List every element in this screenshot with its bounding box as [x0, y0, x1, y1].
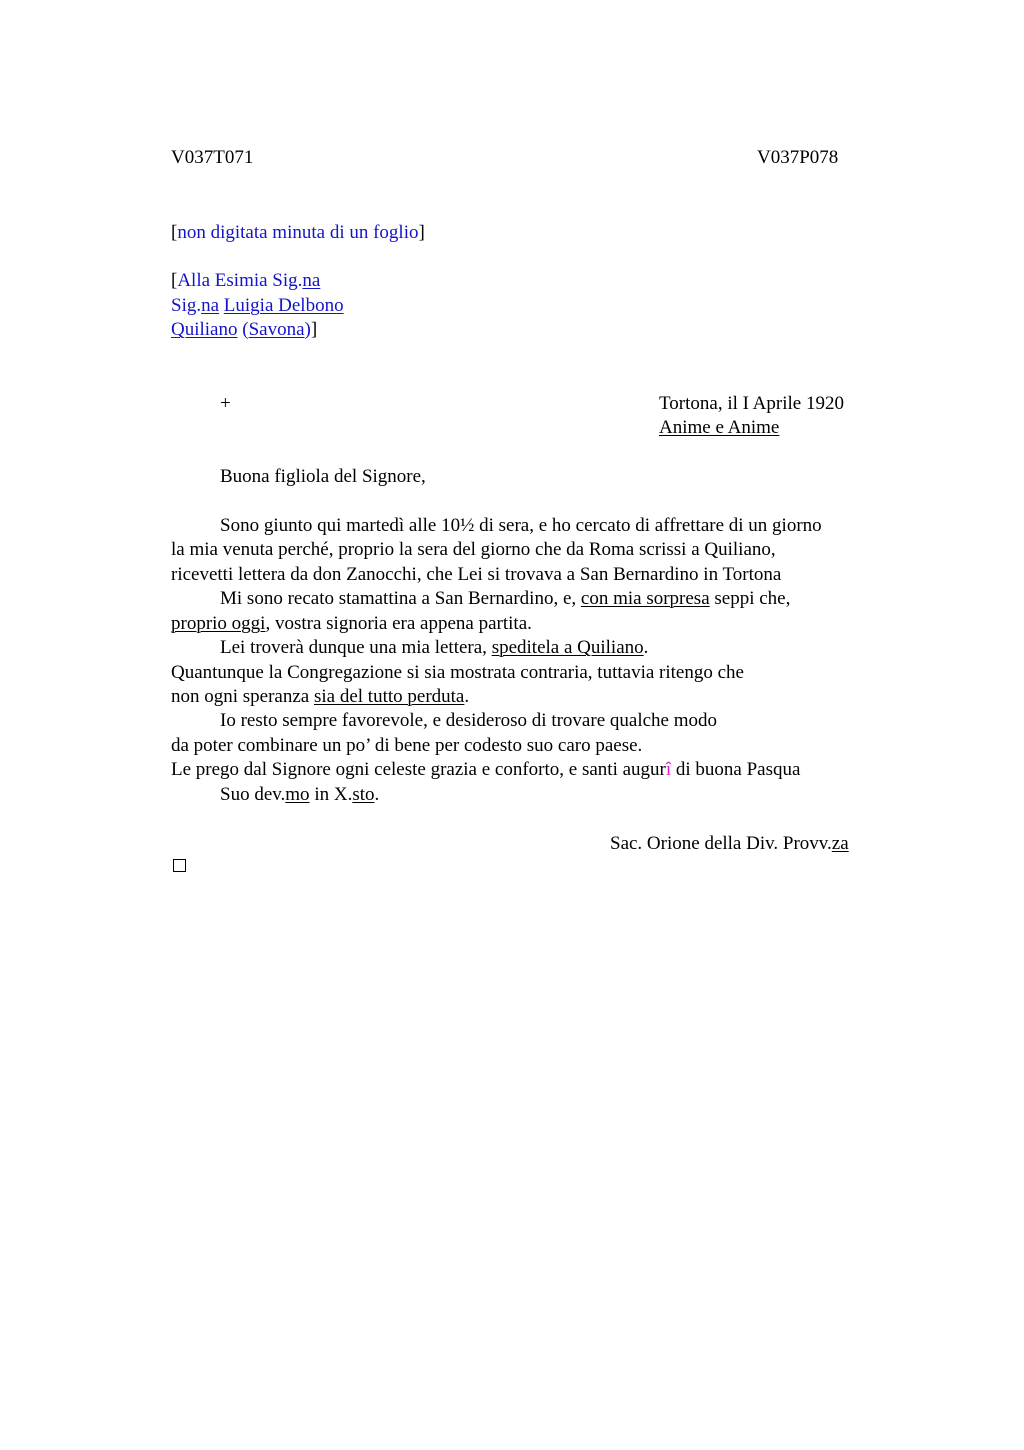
address-paren-open: ( [237, 319, 249, 340]
underlined-phrase: con mia sorpresa [580, 588, 710, 609]
body-text: non ogni speranza [171, 686, 314, 707]
archive-code-right: V037P078 [757, 147, 839, 168]
address-line-2 [171, 294, 344, 318]
address-abbrev: na [302, 270, 321, 291]
body-text: Mi sono recato stamattina a San Bernardino, e, [220, 588, 581, 609]
signature-text: Sac. Orione della Div. Provv. [610, 833, 832, 854]
corrected-character: î [665, 759, 672, 780]
underlined-phrase: sia del tutto perduta [313, 686, 465, 707]
note-bracket-close: ] [418, 222, 425, 243]
address-town: Quiliano [171, 319, 238, 340]
body-text: . [374, 784, 380, 805]
address-salutation: Alla Esimia Sig. [177, 270, 303, 291]
signature-abbrev: za [831, 833, 849, 854]
greeting: Buona figliola del Signore, [220, 466, 426, 487]
body-line: ricevetti lettera da don Zanocchi, che Lei si trovava a San Bernardino in Tortona [171, 564, 782, 585]
body-line [220, 636, 648, 660]
body-text: . [643, 637, 649, 658]
signature [610, 832, 849, 856]
body-line: Sono giunto qui martedì alle 10½ di sera, e ho cercato di affrettare di un giorno [220, 515, 822, 536]
closing-formula [220, 783, 379, 807]
address-bracket-open: [ [171, 270, 178, 291]
square-glyph [173, 859, 186, 872]
letter-motto: Anime e Anime [659, 417, 780, 438]
body-text: Lei troverà dunque una mia lettera, [220, 637, 492, 658]
underlined-phrase: proprio oggi [171, 613, 266, 634]
body-text: seppi che, [709, 588, 791, 609]
editorial-note [171, 221, 425, 245]
body-line [220, 587, 790, 611]
body-text: . [464, 686, 470, 707]
body-line [171, 685, 469, 709]
body-text: Suo dev. [220, 784, 286, 805]
underlined-phrase: speditela a Quiliano [491, 637, 644, 658]
body-text: di buona Pasqua [671, 759, 801, 780]
cross-mark: + [220, 393, 231, 414]
address-paren-close: ) [304, 319, 311, 340]
body-line: la mia venuta perché, proprio la sera del giorno che da Roma scrissi a Quiliano, [171, 539, 776, 560]
note-text: non digitata minuta di un foglio [177, 222, 419, 243]
body-line: Io resto sempre favorevole, e desideroso di trovare qualche modo [220, 710, 717, 731]
address-bracket-close: ] [310, 319, 318, 340]
address-title-abbrev: na [201, 295, 220, 316]
body-line: Quantunque la Congregazione si sia mostrata contraria, tuttavia ritengo che [171, 662, 744, 683]
address-province: Savona [248, 319, 305, 340]
letter-date: Tortona, il I Aprile 1920 [659, 393, 844, 414]
body-line [171, 612, 532, 636]
body-text: in X. [309, 784, 353, 805]
address-title: Sig. [171, 295, 202, 316]
body-line: da poter combinare un po’ di bene per codesto suo caro paese. [171, 735, 643, 756]
note-bracket-open: [ [171, 222, 178, 243]
address-line-3 [171, 318, 317, 342]
body-text: , vostra signoria era appena partita. [265, 613, 532, 634]
body-text: Le prego dal Signore ogni celeste grazia e conforto, e santi augur [171, 759, 666, 780]
address-line-1 [171, 269, 320, 293]
archive-code-left: V037T071 [171, 147, 254, 168]
abbrev-superscript: sto [352, 784, 375, 805]
body-line [171, 758, 800, 782]
address-recipient: Luigia Delbono [223, 295, 344, 316]
abbrev-superscript: mo [285, 784, 310, 805]
